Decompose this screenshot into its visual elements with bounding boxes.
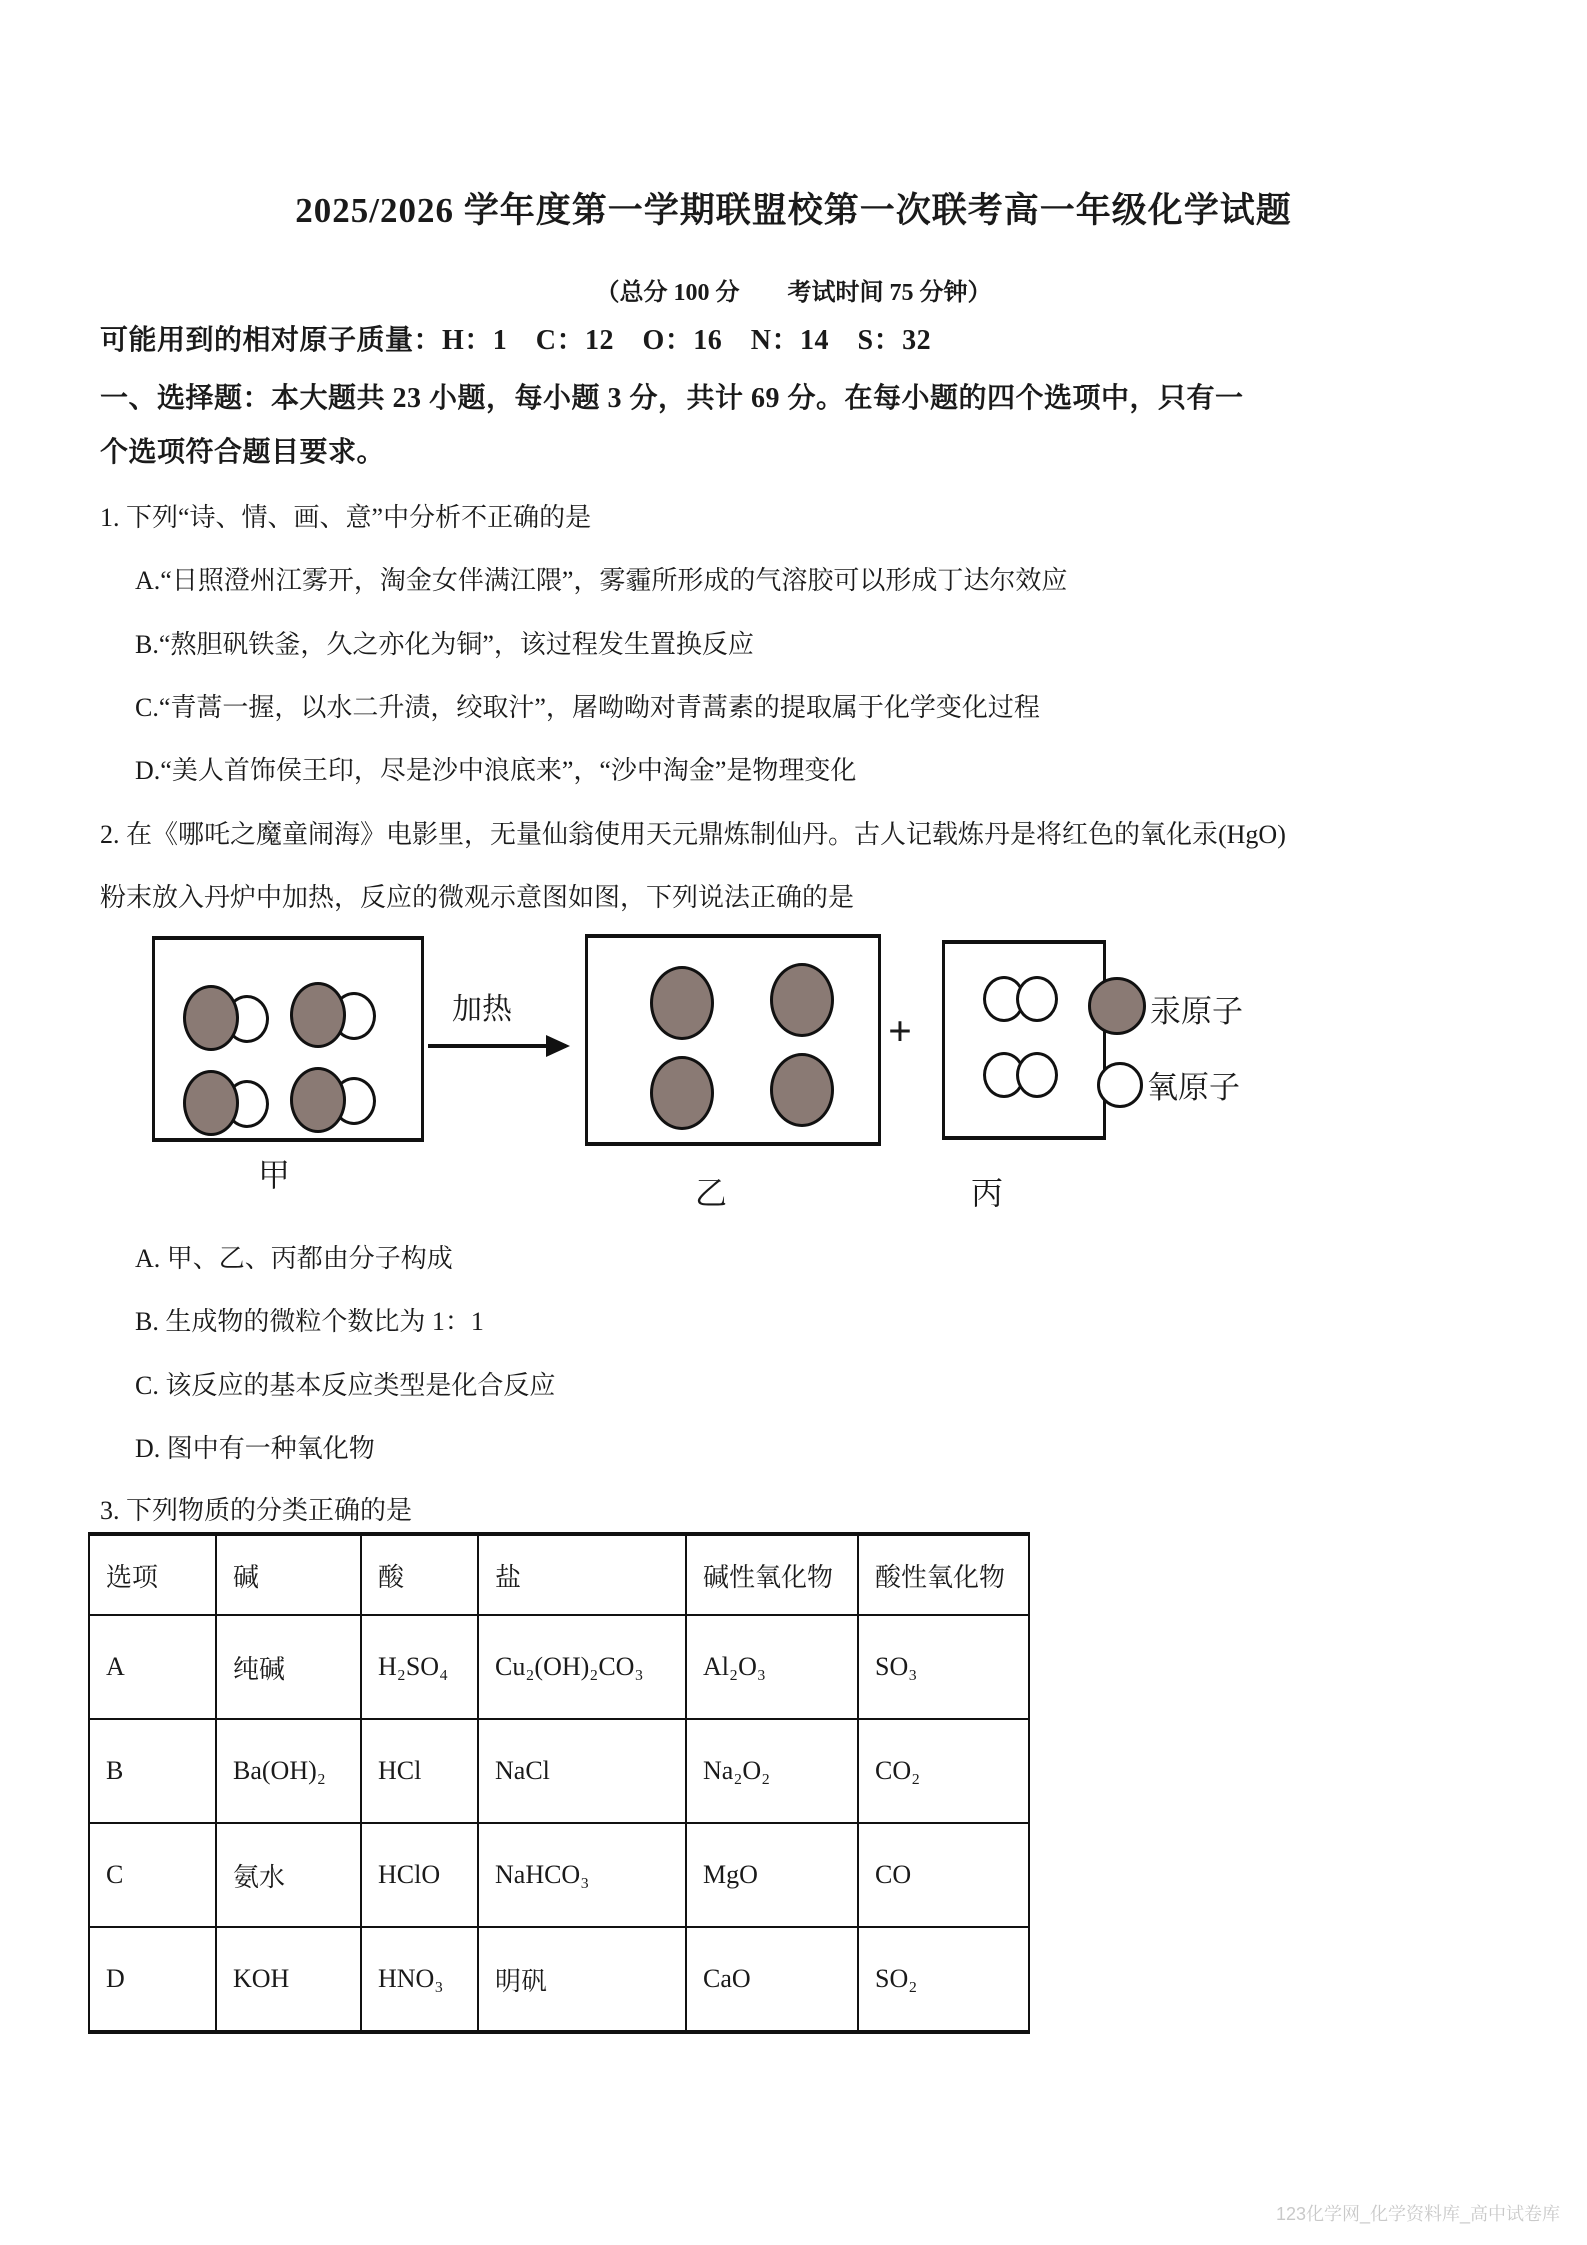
question-2-option-c: C. 该反应的基本反应类型是化合反应 [135,1371,556,1400]
table-cell: 纯碱 [216,1615,361,1719]
mercury-atom [770,963,834,1037]
arrow-label-heating: 加热 [452,993,512,1026]
table-cell: 氨水 [216,1823,361,1927]
table-header-basic-oxide: 碱性氧化物 [686,1534,858,1615]
table-header-acidic-oxide: 酸性氧化物 [858,1534,1029,1615]
box-label-jia: 甲 [258,1157,291,1193]
table-cell: D [89,1927,216,2032]
table-cell: MgO [686,1823,858,1927]
classification-table [88,1532,1030,2034]
table-cell: A [89,1615,216,1719]
question-1-stem: 1. 下列“诗、情、画、意”中分析不正确的是 [100,503,592,532]
legend-oxygen-label: 氧原子 [1147,1070,1240,1105]
mercury-atom [290,982,346,1048]
exam-title: 2025/2026 学年度第一学期联盟校第一次联考高一年级化学试题 [295,191,1292,230]
o2-molecule [983,976,1061,1020]
table-cell: 明矾 [478,1927,686,2032]
table-header-acid: 酸 [361,1534,478,1615]
table-cell: Cu₂(OH)₂CO₃ [478,1615,686,1719]
o2-molecule [983,1052,1061,1096]
question-3-stem: 3. 下列物质的分类正确的是 [100,1496,413,1525]
table-header-base: 碱 [216,1534,361,1615]
section1-instructions-line1: 一、选择题：本大题共 23 小题，每小题 3 分，共计 69 分。在每小题的四个选项中，只有一 [100,383,1244,414]
watermark: 123化学网_化学资料库_高中试卷库 [1275,2204,1560,2224]
hgo-molecule [290,982,382,1046]
legend-oxygen-atom-icon [1097,1062,1143,1108]
mercury-atom [770,1053,834,1127]
table-cell: SO₂ [858,1927,1029,2032]
question-2-stem-line2: 粉末放入丹炉中加热，反应的微观示意图如图，下列说法正确的是 [100,883,855,912]
hgo-molecule [183,985,275,1049]
oxygen-atom [1016,1052,1058,1098]
question-1-option-d: D.“美人首饰侯王印，尽是沙中浪底来”，“沙中淘金”是物理变化 [135,756,857,785]
table-cell: NaHCO₃ [478,1823,686,1927]
table-cell: KOH [216,1927,361,2032]
table-row [89,1927,1029,2032]
section1-instructions-line2: 个选项符合题目要求。 [100,437,386,468]
table-cell: Ba(OH)₂ [216,1719,361,1823]
table-cell: CO₂ [858,1719,1029,1823]
question-1-option-a: A.“日照澄州江雾开，淘金女伴满江隈”，雾霾所形成的气溶胶可以形成丁达尔效应 [135,566,1068,595]
table-header-row [89,1534,1029,1615]
plus-sign: + [888,1009,912,1055]
table-cell: HCl [361,1719,478,1823]
mercury-atom [650,1056,714,1130]
oxygen-atom [1016,976,1058,1022]
table-cell: B [89,1719,216,1823]
table-cell: Al₂O₃ [686,1615,858,1719]
question-2-option-b: B. 生成物的微粒个数比为 1：1 [135,1307,484,1336]
product-box-bing [942,940,1106,1140]
table-cell: C [89,1823,216,1927]
table-cell: HClO [361,1823,478,1927]
atomic-mass-line: 可能用到的相对原子质量：H：1 C：12 O：16 N：14 S：32 [100,325,932,356]
table-header-option: 选项 [89,1534,216,1615]
mercury-atom [650,966,714,1040]
question-2-stem-line1: 2. 在《哪吒之魔童闹海》电影里，无量仙翁使用天元鼎炼制仙丹。古人记载炼丹是将红色的氧化汞(HgO) [100,820,1286,849]
table-header-salt: 盐 [478,1534,686,1615]
table-cell: CO [858,1823,1029,1927]
question-1-option-b: B.“熬胆矾铁釜，久之亦化为铜”，该过程发生置换反应 [135,630,754,659]
question-2-option-d: D. 图中有一种氧化物 [135,1434,375,1463]
hgo-molecule [183,1070,275,1134]
question-1-option-c: C.“青蒿一握，以水二升渍，绞取汁”，屠呦呦对青蒿素的提取属于化学变化过程 [135,693,1040,722]
arrow-head [546,1035,570,1057]
table-cell: NaCl [478,1719,686,1823]
box-label-bing: 丙 [971,1175,1004,1211]
table-row [89,1719,1029,1823]
table-cell: HNO₃ [361,1927,478,2032]
exam-subtitle: （总分 100 分 考试时间 75 分钟） [595,280,992,306]
box-label-yi: 乙 [695,1175,728,1211]
legend-mercury-atom-icon [1088,977,1146,1035]
table-cell: H₂SO₄ [361,1615,478,1719]
question-2-option-a: A. 甲、乙、丙都由分子构成 [135,1244,453,1273]
table-cell: CaO [686,1927,858,2032]
hgo-molecule [290,1067,382,1131]
mercury-atom [183,985,239,1051]
table-cell: Na₂O₂ [686,1719,858,1823]
table-cell: SO₃ [858,1615,1029,1719]
product-box-yi [585,934,881,1146]
table-row [89,1615,1029,1719]
legend-mercury-label: 汞原子 [1150,994,1243,1029]
table-row [89,1823,1029,1927]
reaction-arrow [428,1044,566,1048]
mercury-atom [290,1067,346,1133]
mercury-atom [183,1070,239,1136]
reactant-box-jia [152,936,424,1142]
